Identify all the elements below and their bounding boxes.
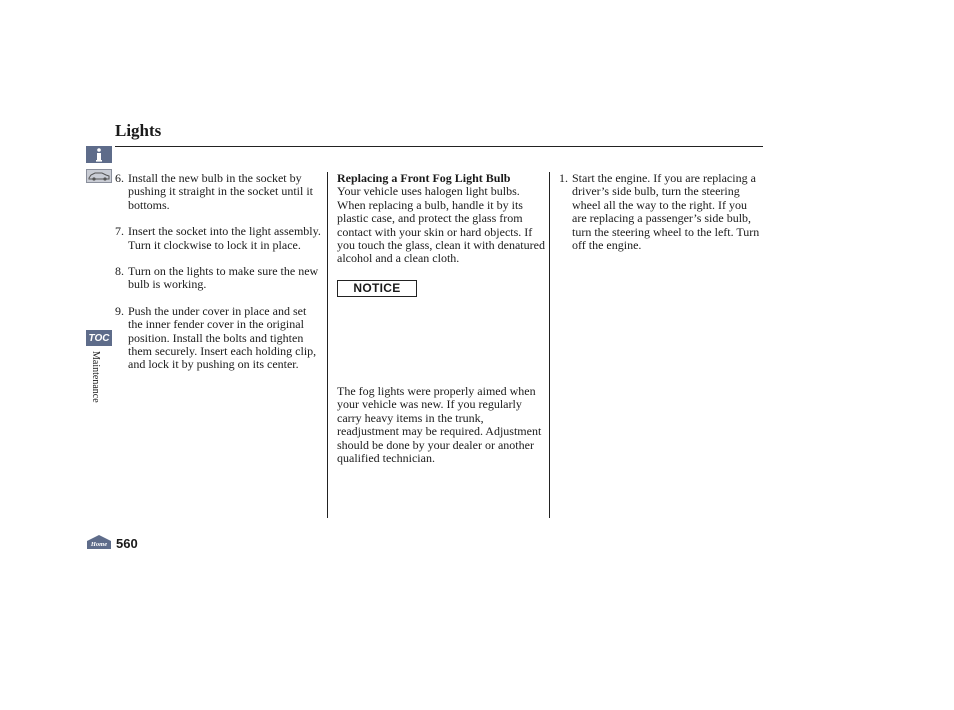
steps-list — [115, 172, 323, 372]
page-number: 560 — [116, 536, 138, 551]
info-icon[interactable] — [86, 146, 112, 163]
list-item — [115, 172, 323, 212]
page-title: Lights — [115, 121, 162, 140]
steps-list — [559, 172, 763, 252]
step-text: Start the engine. If you are replacing a driver’s side bulb, turn the steering wheel all the way to the right. If you are replacing a passenger’s side bulb, turn the steering wheel to the left. Turn off the engine. — [572, 171, 760, 253]
step-number: 6. — [115, 171, 124, 185]
column-2 — [337, 172, 545, 297]
intro-paragraph: Your vehicle uses halogen light bulbs. When replacing a bulb, handle it by its plastic case, and protect the glass from contact with your skin or hard objects. If you touch the glass, clean it with denatured alcohol and a clean cloth. — [337, 184, 545, 266]
info-glyph — [94, 148, 104, 162]
step-text: Install the new bulb in the socket by pushing it straight in the socket until it bottoms. — [128, 171, 313, 212]
list-item — [115, 225, 323, 252]
step-number: 1. — [559, 171, 568, 185]
title-divider — [115, 146, 763, 147]
toc-icon[interactable]: TOC — [86, 330, 112, 346]
step-number: 9. — [115, 303, 124, 318]
section-heading: Replacing a Front Fog Light Bulb — [337, 171, 511, 185]
car-icon[interactable] — [86, 169, 112, 183]
list-item — [559, 172, 763, 252]
column-divider — [327, 172, 328, 518]
home-text: Home — [90, 541, 108, 548]
section-label[interactable]: Maintenance — [90, 351, 101, 403]
step-number: 8. — [115, 264, 124, 279]
step-text: Push the under cover in place and set the inner fender cover in the original position. Install the bolts and tighten them securely. Insert each holding clip, and lock it by pushing on its center. — [128, 303, 317, 372]
car-glyph — [87, 170, 111, 182]
aim-note-paragraph: The fog lights were properly aimed when your vehicle was new. If you regularly carry heavy items in the trunk, readjustment may be required. Adjustment should be done by your dealer or another qualified technician. — [337, 384, 542, 466]
step-number: 7. — [115, 224, 124, 239]
step-text: Turn on the lights to make sure the new bulb is working. — [128, 264, 319, 292]
column-1 — [115, 172, 323, 385]
list-item — [115, 305, 323, 372]
notice-label: NOTICE — [337, 280, 417, 297]
home-icon[interactable] — [86, 534, 112, 550]
column-3 — [559, 172, 763, 265]
home-glyph — [86, 534, 112, 550]
step-text: Insert the socket into the light assembly. Turn it clockwise to lock it in place. — [128, 224, 321, 252]
column-divider — [549, 172, 550, 518]
list-item — [115, 265, 323, 292]
